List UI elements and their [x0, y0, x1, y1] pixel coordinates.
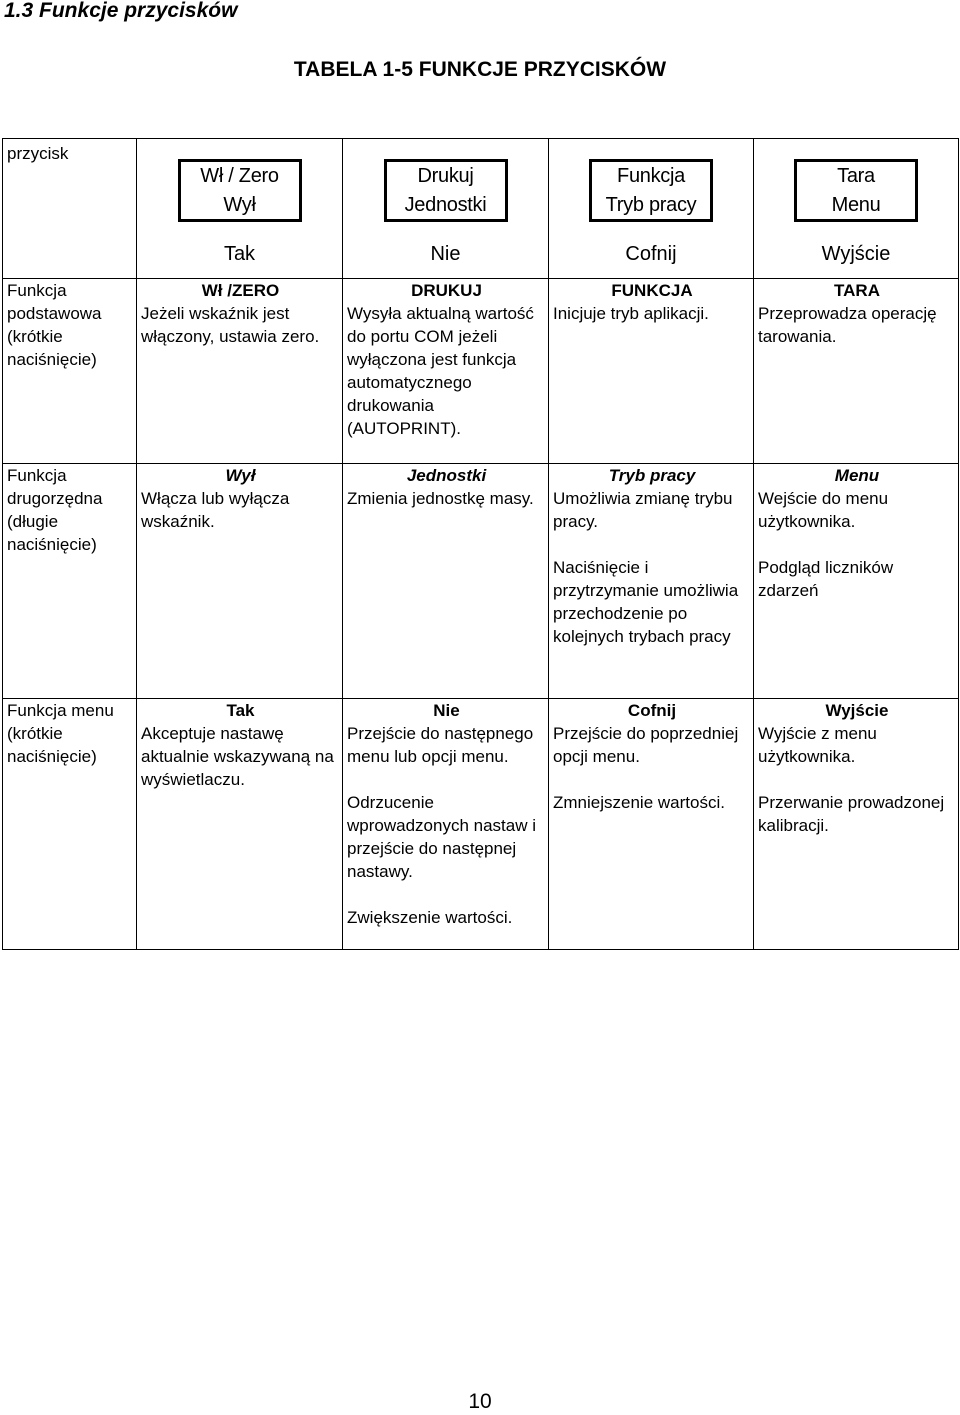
- table-row-basic-function: [3, 279, 959, 464]
- header-cell-function: [549, 139, 754, 279]
- table-row-menu-function: [3, 699, 959, 950]
- cell-title: FUNKCJA: [611, 281, 693, 300]
- table-caption: TABELA 1-5 FUNKCJE PRZYCISKÓW: [293, 58, 667, 81]
- button-line1: Funkcja: [617, 164, 685, 187]
- cell-text: Zmniejszenie wartości.: [553, 793, 725, 812]
- button-line2: Wył: [223, 193, 256, 216]
- cell-text: Przerwanie prowadzonej kalibracji.: [758, 793, 945, 835]
- cell-text: Wejście do menu użytkownika.: [758, 489, 889, 531]
- cell-text: Inicjuje tryb aplikacji.: [553, 304, 709, 323]
- cell-print: [343, 279, 549, 464]
- cell-text: Podgląd liczników zdarzeń: [758, 558, 894, 600]
- cell-print: [343, 699, 549, 950]
- button-zero-graphic: [178, 159, 302, 222]
- cell-title: Menu: [834, 466, 880, 485]
- header-label: przycisk: [3, 139, 137, 279]
- cell-title: Wył: [225, 466, 256, 485]
- header-cell-zero: [137, 139, 343, 279]
- cell-text: Przeprowadza operację tarowania.: [758, 304, 937, 346]
- cell-text: Zmienia jednostkę masy.: [347, 489, 534, 508]
- cell-tare: [754, 464, 959, 699]
- cell-tare: [754, 279, 959, 464]
- button-menu-name: Nie: [430, 243, 461, 265]
- cell-title: TARA: [834, 281, 880, 300]
- button-line2: Tryb pracy: [605, 193, 697, 216]
- button-function-graphic: [589, 159, 713, 222]
- cell-text: Wyjście z menu użytkownika.: [758, 724, 877, 766]
- button-functions-table: [2, 138, 959, 950]
- table-row-secondary-function: [3, 464, 959, 699]
- cell-text: Włącza lub wyłącza wskaźnik.: [141, 489, 290, 531]
- button-line1: Wł / Zero: [200, 164, 279, 187]
- section-title: 1.3 Funkcje przycisków: [4, 0, 238, 22]
- page-number: 10: [468, 1390, 492, 1413]
- row-label: Funkcja podstawowa (krótkie naciśnięcie): [3, 279, 137, 464]
- cell-title: Nie: [433, 701, 460, 720]
- cell-title: Wyjście: [825, 701, 889, 720]
- cell-text: Umożliwia zmianę trybu pracy.: [553, 489, 733, 531]
- cell-title: Tak: [226, 701, 255, 720]
- cell-text: Przejście do następnego menu lub opcji menu.: [347, 724, 534, 766]
- cell-title: Cofnij: [627, 701, 677, 720]
- cell-text: Zwiększenie wartości.: [347, 908, 513, 927]
- table-header-row: [3, 139, 959, 279]
- cell-function: [549, 464, 754, 699]
- button-line2: Menu: [831, 193, 881, 216]
- cell-text: Jeżeli wskaźnik jest włączony, ustawia zero.: [141, 304, 320, 346]
- header-cell-tare: [754, 139, 959, 279]
- header-cell-print: [343, 139, 549, 279]
- cell-function: [549, 279, 754, 464]
- cell-title: Jednostki: [406, 466, 487, 485]
- cell-text: Naciśnięcie i przytrzymanie umożliwia przechodzenie po kolejnych trybach pracy: [553, 558, 739, 646]
- cell-text: Przejście do poprzedniej opcji menu.: [553, 724, 739, 766]
- cell-zero: [137, 699, 343, 950]
- cell-text: Akceptuje nastawę aktualnie wskazywaną na wyświetlaczu.: [141, 724, 334, 789]
- cell-tare: [754, 699, 959, 950]
- cell-title: DRUKUJ: [411, 281, 482, 300]
- cell-title: Tryb pracy: [608, 466, 696, 485]
- button-tare-graphic: [794, 159, 918, 222]
- button-menu-name: Cofnij: [625, 243, 677, 265]
- row-label: Funkcja menu (krótkie naciśnięcie): [3, 699, 137, 950]
- cell-zero: [137, 279, 343, 464]
- cell-title: Wł /ZERO: [201, 281, 280, 300]
- button-menu-name: Tak: [223, 243, 256, 265]
- cell-print: [343, 464, 549, 699]
- button-line1: Tara: [837, 164, 875, 187]
- cell-text: Wysyła aktualną wartość do portu COM jeżeli wyłączona jest funkcja automatycznego drukowania (AUTOPRINT).: [347, 304, 534, 438]
- cell-zero: [137, 464, 343, 699]
- button-line1: Drukuj: [417, 164, 474, 187]
- cell-function: [549, 699, 754, 950]
- cell-text: Odrzucenie wprowadzonych nastaw i przejście do następnej nastawy.: [347, 793, 536, 881]
- button-menu-name: Wyjście: [821, 243, 891, 265]
- button-print-graphic: [384, 159, 508, 222]
- button-line2: Jednostki: [404, 193, 487, 216]
- row-label: Funkcja drugorzędna (długie naciśnięcie): [3, 464, 137, 699]
